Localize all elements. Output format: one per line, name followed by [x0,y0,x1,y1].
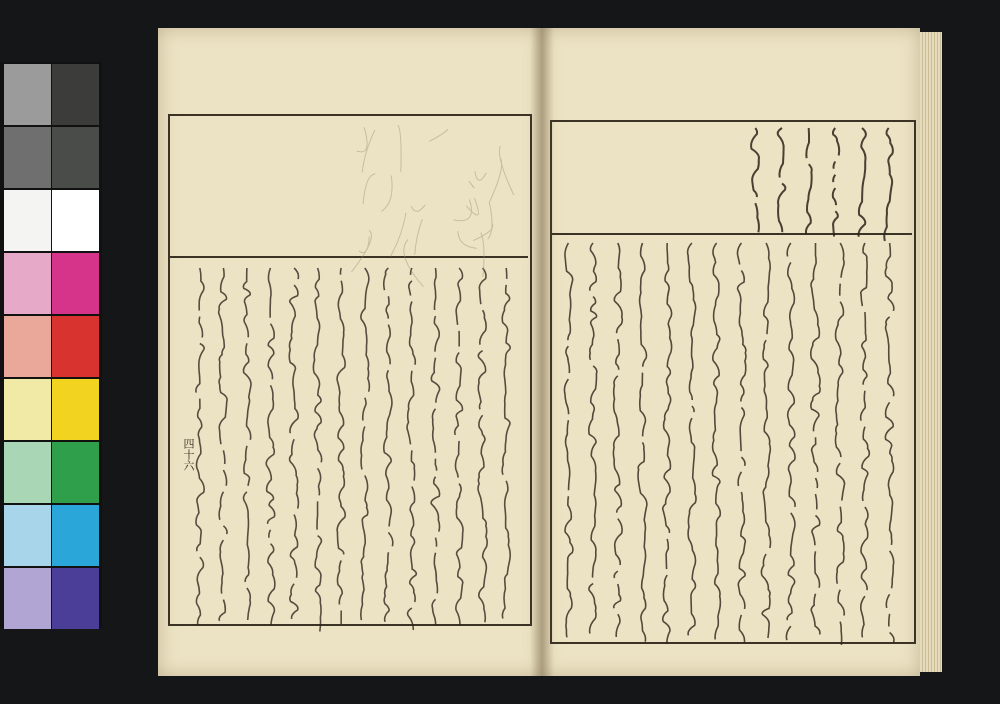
swatch [4,316,51,377]
script-column [712,243,720,639]
swatch [4,505,51,566]
swatch [52,127,99,188]
script-column [289,268,298,625]
swatch [52,505,99,566]
script-column [431,268,439,626]
swatch [4,64,51,125]
right-page-script [542,28,920,676]
script-column [688,243,696,635]
swatch [52,64,99,125]
book-gutter [530,28,554,676]
script-column [266,268,275,625]
swatch [4,442,51,503]
left-page-script [158,28,542,676]
script-column [407,268,416,636]
page-edges [920,32,942,672]
script-column [786,243,795,640]
illustration-stroke [351,230,371,272]
illustration-stroke [475,171,486,180]
script-column [833,128,839,237]
illustration-stroke [466,198,478,215]
script-column [361,268,370,620]
swatch [52,568,99,629]
illustration-stroke [481,232,484,277]
script-column [313,268,321,632]
illustration-stroke [357,127,367,152]
illustration-stroke [411,205,425,211]
script-column [196,268,204,625]
script-column [861,243,870,637]
illustration-stroke [469,181,474,188]
script-column [859,128,866,237]
right-page [542,28,920,676]
swatch [4,253,51,314]
script-column [613,243,622,643]
script-column [778,128,786,232]
script-column [337,268,345,624]
script-column [638,243,647,642]
script-column [811,243,820,635]
illustration-stroke [381,175,392,211]
illustration-stroke [404,239,424,287]
script-column [751,128,759,232]
illustration-stroke [429,129,448,141]
swatch [4,127,51,188]
script-column [835,243,844,645]
illustration-stroke [398,125,401,172]
illustration-stroke [499,146,513,195]
illustration-stroke [415,219,423,255]
illustration-stroke [488,202,492,239]
illustration-stroke [453,199,471,220]
script-column [219,268,227,621]
script-column [806,128,812,234]
script-column [243,268,251,620]
swatch [52,379,99,440]
script-column [384,268,393,622]
illustration-stroke [363,174,375,204]
script-column [589,243,597,634]
script-column [455,268,463,626]
script-column [884,128,893,241]
swatch [52,316,99,377]
left-page [158,28,542,676]
open-book [150,20,950,680]
illustration-stroke [489,158,502,202]
script-column [564,243,572,637]
swatch [4,568,51,629]
script-column [885,243,894,642]
script-column [663,243,672,644]
script-column [502,268,510,619]
script-column [478,268,487,622]
swatch [4,379,51,440]
script-column [761,243,770,638]
script-column [737,243,745,643]
page-folio: 四十六 [182,438,195,471]
swatch [52,442,99,503]
color-calibration-chart [0,62,102,628]
swatch [52,190,99,251]
illustration-stroke [359,237,369,253]
swatch [52,253,99,314]
swatch [4,190,51,251]
